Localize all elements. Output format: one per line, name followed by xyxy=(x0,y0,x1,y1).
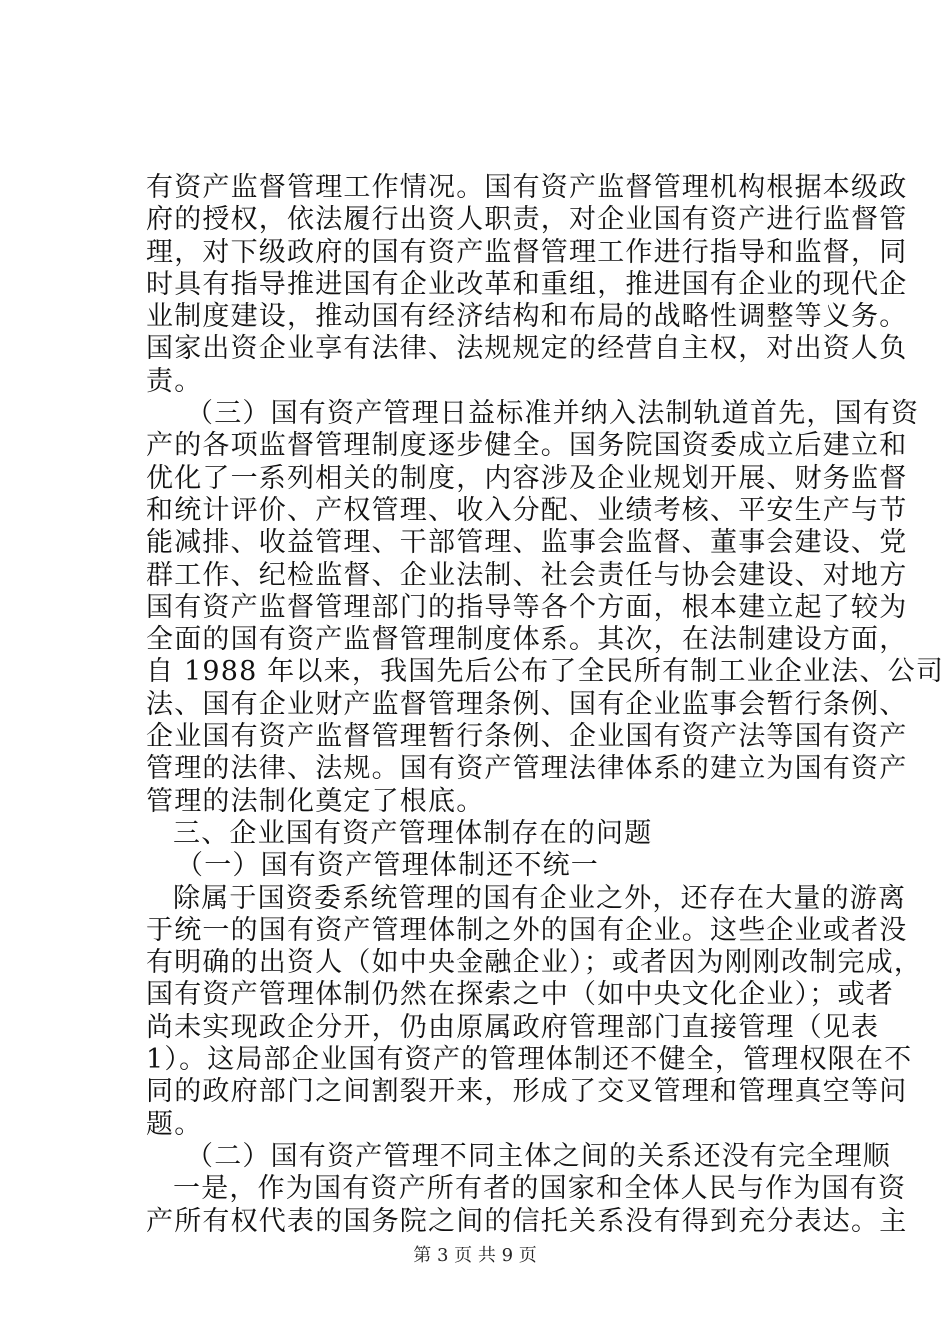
page-number-footer: 第 3 页 共 9 页 xyxy=(413,1245,537,1266)
text-line: 除属于国资委系统管理的国有企业之外，还存在大量的游离 xyxy=(173,882,907,914)
subsection-heading: （二）国有资产管理不同主体之间的关系还没有完全理顺 xyxy=(186,1140,891,1172)
text-line: 企业国有资产监督管理暂行条例、企业国有资产法等国有资产 xyxy=(146,721,908,753)
text-line: （三）国有资产管理日益标准并纳入法制轨道首先，国有资 xyxy=(186,398,920,430)
text-line: 时具有指导推进国有企业改革和重组，推进国有企业的现代企 xyxy=(146,268,908,300)
text-line: 自 1988 年以来，我国先后公布了全民所有制工业企业法、公司 xyxy=(146,656,945,688)
text-line: 府的授权，依法履行出资人职责，对企业国有资产进行监督管 xyxy=(146,204,908,236)
text-line: 有资产监督管理工作情况。国有资产监督管理机构根据本级政 xyxy=(146,172,908,203)
text-line: 一是，作为国有资产所有者的国家和全体人民与作为国有资 xyxy=(173,1173,907,1205)
text-line: 和统计评价、产权管理、收入分配、业绩考核、平安生产与节 xyxy=(146,494,908,526)
text-line: 1）。这局部企业国有资产的管理体制还不健全，管理权限在不 xyxy=(146,1044,913,1076)
text-line: 法、国有企业财产监督管理条例、国有企业监事会暂行条例、 xyxy=(146,688,908,720)
text-line: 产的各项监督管理制度逐步健全。国务院国资委成立后建立和 xyxy=(146,430,908,462)
text-line: 国有资产管理体制仍然在探索之中（如中央文化企业）；或者 xyxy=(146,979,894,1011)
text-line: 管理的法制化奠定了根底。 xyxy=(146,785,485,817)
text-line: 能减排、收益管理、干部管理、监事会监督、董事会建设、党 xyxy=(146,527,908,559)
text-line: 全面的国有资产监督管理制度体系。其次，在法制建设方面， xyxy=(146,624,908,656)
text-line: 有明确的出资人（如中央金融企业）；或者因为刚刚改制完成， xyxy=(146,947,923,979)
text-line: 管理的法律、法规。国有资产管理法律体系的建立为国有资产 xyxy=(146,753,908,785)
text-line: 同的政府部门之间割裂开来，形成了交叉管理和管理真空等问 xyxy=(146,1076,908,1108)
section-heading: 三、企业国有资产管理体制存在的问题 xyxy=(173,817,653,849)
text-line: 群工作、纪检监督、企业法制、社会责任与协会建设、对地方 xyxy=(146,559,908,591)
text-line: 业制度建设，推动国有经济结构和布局的战略性调整等义务。 xyxy=(146,301,908,333)
text-line: 国有资产监督管理部门的指导等各个方面，根本建立起了较为 xyxy=(146,591,908,623)
text-line: 尚未实现政企分开，仍由原属政府管理部门直接管理（见表 xyxy=(146,1011,880,1043)
text-line: 于统一的国有资产管理体制之外的国有企业。这些企业或者没 xyxy=(146,914,908,946)
text-line: 责。 xyxy=(146,365,203,397)
text-line: 题。 xyxy=(146,1108,203,1140)
subsection-heading: （一）国有资产管理体制还不统一 xyxy=(176,850,599,882)
text-line: 产所有权代表的国务院之间的信托关系没有得到充分表达。主 xyxy=(146,1205,908,1237)
text-line: 优化了一系列相关的制度，内容涉及企业规划开展、财务监督 xyxy=(146,462,908,494)
text-line: 国家出资企业享有法律、法规规定的经营自主权，对出资人负 xyxy=(146,333,908,365)
document-body xyxy=(146,172,945,1238)
text-line: 理，对下级政府的国有资产监督管理工作进行指导和监督，同 xyxy=(146,236,908,268)
